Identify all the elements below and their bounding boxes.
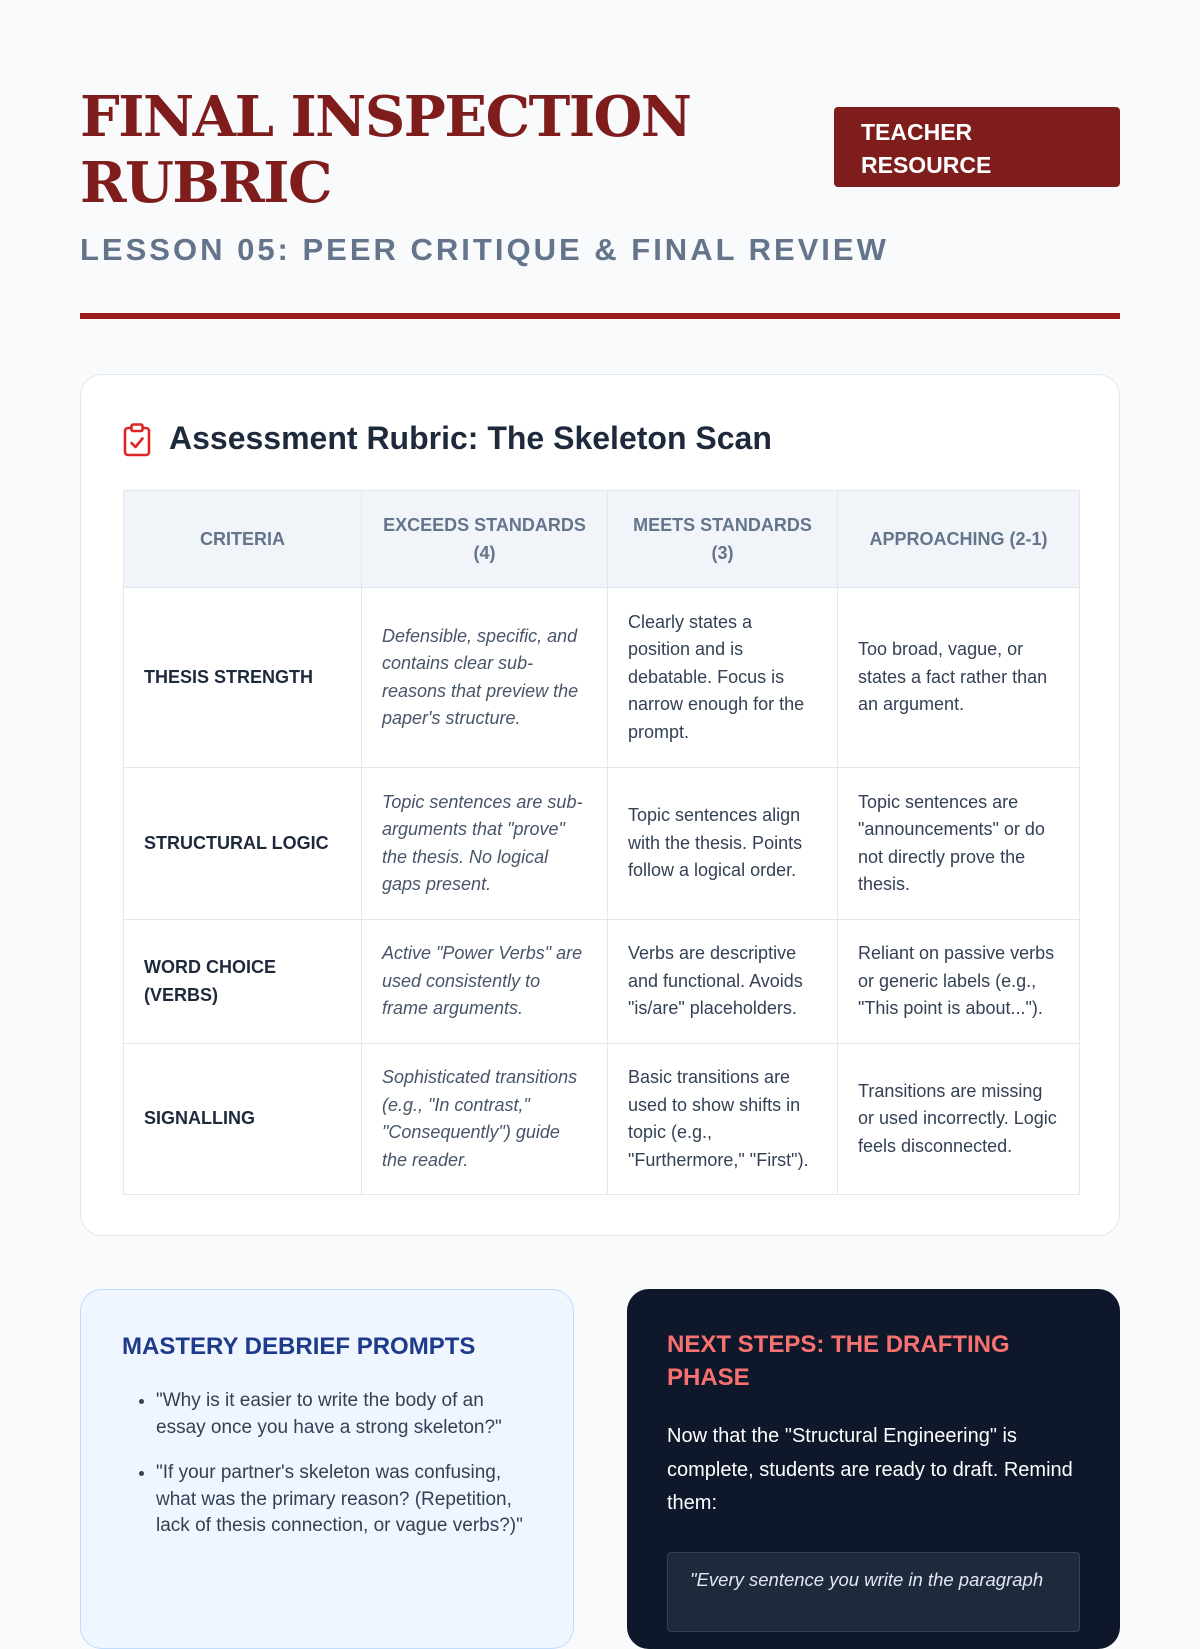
approaching-cell: Transitions are missing or used incorrectly. Logic feels disconnected. [838,1044,1080,1195]
mastery-debrief-card [80,1289,574,1649]
table-row [124,1044,1080,1195]
rubric-card [80,374,1120,1236]
exceeds-cell: Sophisticated transitions (e.g., "In contrast," "Consequently") guide the reader. [362,1044,608,1195]
table-row [124,768,1080,920]
next-steps-title: NEXT STEPS: THE DRAFTING PHASE [667,1331,1010,1391]
exceeds-cell: Defensible, specific, and contains clear sub-reasons that preview the paper's structure. [362,588,608,768]
approaching-cell: Reliant on passive verbs or generic labels (e.g., "This point is about..."). [838,920,1080,1044]
meets-cell: Basic transitions are used to show shifts in topic (e.g., "Furthermore," "First"). [608,1044,838,1195]
criteria-cell: WORD CHOICE (VERBS) [124,920,362,1044]
meets-cell: Verbs are descriptive and functional. Avoids "is/are" placeholders. [608,920,838,1044]
lesson-subtitle: LESSON 05: PEER CRITIQUE & FINAL REVIEW [80,232,889,267]
approaching-cell: Too broad, vague, or states a fact rather than an argument. [838,588,1080,768]
column-header-meets: MEETS STANDARDS (3) [608,491,838,588]
meets-cell: Topic sentences align with the thesis. Points follow a logical order. [608,768,838,920]
table-row [124,588,1080,768]
next-steps-body: Now that the "Structural Engineering" is complete, students are ready to draft. Remind them: [667,1425,1073,1514]
list-item: • "Why is it easier to write the body of an essay once you have a strong skeleton?" [156,1388,533,1441]
column-header-approaching: APPROACHING (2-1) [838,491,1080,588]
list-item: • "If your partner's skeleton was confusing, what was the primary reason? (Repetition, lack of thesis connection, or vague verbs?)" [156,1460,533,1540]
header-divider [80,313,1120,319]
meets-cell: Clearly states a position and is debatable. Focus is narrow enough for the prompt. [608,588,838,768]
reminder-quote: "Every sentence you write in the paragraph [667,1552,1080,1632]
page-title: FINAL INSPECTION RUBRIC [80,84,691,216]
debrief-title: MASTERY DEBRIEF PROMPTS [122,1333,476,1360]
column-header-criteria: CRITERIA [124,491,362,588]
criteria-cell: THESIS STRENGTH [124,588,362,768]
criteria-cell: STRUCTURAL LOGIC [124,768,362,920]
approaching-cell: Topic sentences are "announcements" or do not directly prove the thesis. [838,768,1080,920]
column-header-exceeds: EXCEEDS STANDARDS (4) [362,491,608,588]
teacher-resource-badge: TEACHER RESOURCE [834,107,1120,187]
exceeds-cell: Topic sentences are sub-arguments that "prove" the thesis. No logical gaps present. [362,768,608,920]
rubric-title: Assessment Rubric: The Skeleton Scan [169,420,772,456]
clipboard-check-icon [123,423,151,457]
rubric-table [123,490,1080,1195]
rubric-header-row [124,491,1080,588]
debrief-prompt-list [122,1388,533,1540]
exceeds-cell: Active "Power Verbs" are used consistently to frame arguments. [362,920,608,1044]
table-row [124,920,1080,1044]
criteria-cell: SIGNALLING [124,1044,362,1195]
next-steps-card [627,1289,1120,1649]
